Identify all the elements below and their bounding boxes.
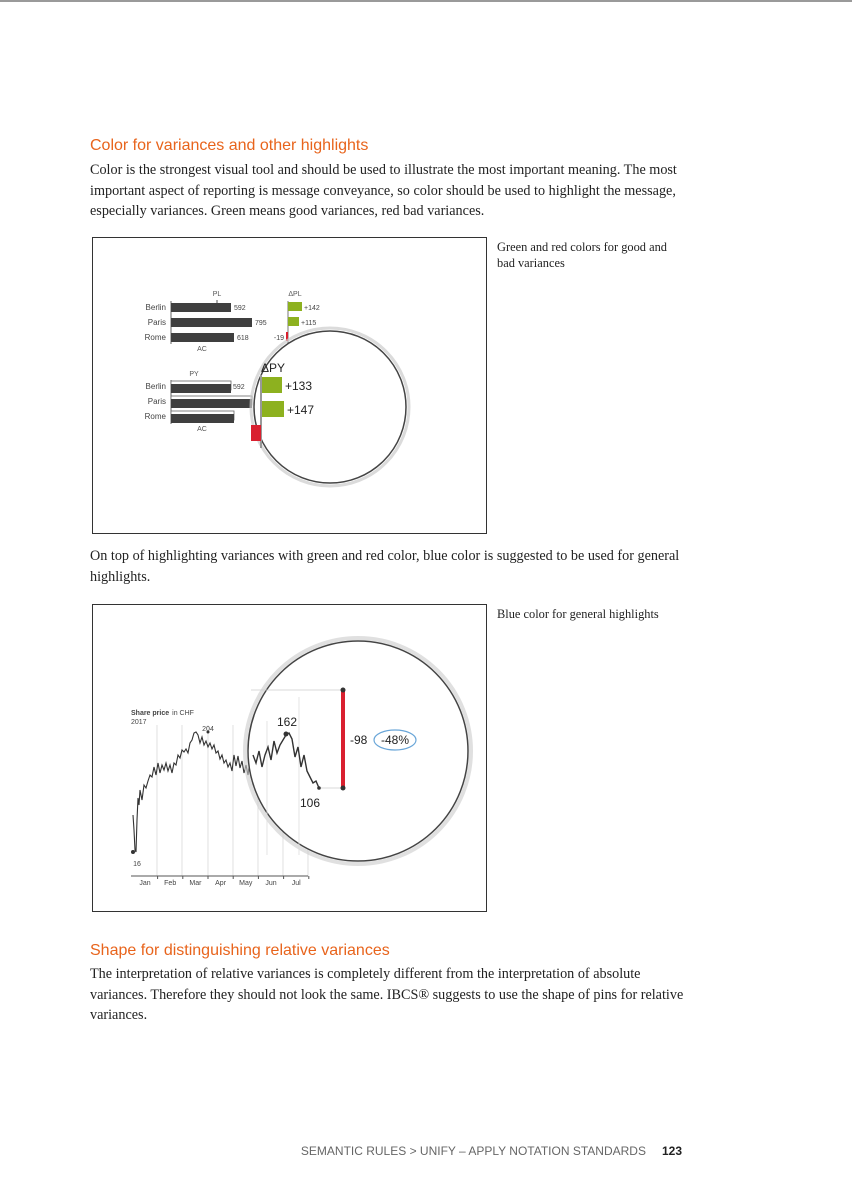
magnifier — [245, 638, 471, 864]
magnified-value: +133 — [285, 379, 313, 393]
page-number: 123 — [661, 1144, 682, 1158]
variance-label: +142 — [304, 305, 320, 312]
magnified-variance-bar-negative — [251, 425, 261, 441]
label-min: 16 — [133, 861, 141, 868]
value-label: 618 — [237, 335, 249, 342]
city-label: Berlin — [145, 382, 166, 391]
ac-label: AC — [197, 346, 207, 353]
chart-unit: in CHF — [172, 710, 194, 717]
variance-bar-paris — [288, 317, 299, 326]
magnified-variance-bar — [262, 401, 284, 417]
month-label: Jan — [139, 880, 151, 887]
paragraph-color: Color is the strongest visual tool and should be used to illustrate the most important meaning. The most important aspect of reporting is message conveyance, so color should be used to highlight the message, especially variances. Green means good variances, red bad variances. — [90, 162, 677, 219]
top-rule — [0, 0, 852, 2]
paragraph-shape: The interpretation of relative variances is completely different from the interpretation of absolute variances. Therefore they should not look the same. IBCS® suggests to use the shape of pins for relative variances. — [90, 966, 684, 1023]
bar-rome — [171, 333, 234, 342]
magnified-variance-bar — [262, 377, 282, 393]
city-label: Rome — [144, 333, 166, 342]
magnified-value: +147 — [287, 403, 315, 417]
share-price-chart — [93, 605, 486, 911]
chart-title: Share price — [131, 710, 170, 717]
variance-relative: -48% — [380, 733, 410, 747]
bar-rome — [171, 414, 234, 423]
figure-caption-blue: Blue color for general highlights — [497, 607, 659, 621]
figure-caption-variance: Green and red colors for good and bad variances — [497, 240, 667, 270]
month-label: Jun — [265, 880, 277, 887]
value-label: 592 — [233, 384, 245, 391]
bar-paris — [171, 399, 252, 408]
city-label: Paris — [147, 397, 166, 406]
running-title: SEMANTIC RULES > UNIFY – APPLY NOTATION STANDARDS — [300, 1144, 646, 1158]
bar-paris — [171, 318, 252, 327]
section-heading-color: Color for variances and other highlights — [90, 137, 369, 154]
variance-bar-berlin — [288, 302, 302, 311]
chart-year: 2017 — [131, 719, 147, 726]
city-label: Rome — [144, 412, 166, 421]
svg-text:Share pricein CHF — [131, 710, 194, 717]
month-label: May — [239, 880, 253, 887]
label-local-high: 162 — [276, 715, 298, 729]
variance-chart — [93, 238, 486, 533]
month-label: Apr — [215, 880, 227, 887]
month-label: Feb — [164, 880, 177, 887]
bar-berlin — [171, 303, 231, 312]
delta-pl-label: ΔPL — [288, 291, 302, 298]
figure-variance-colors — [92, 237, 487, 534]
pl-label: PL — [212, 291, 222, 298]
label-last: 106 — [299, 796, 321, 810]
py-label: PY — [189, 371, 199, 378]
figure-blue-highlight — [92, 604, 487, 912]
value-label: 592 — [234, 305, 246, 312]
section-heading-shape: Shape for distinguishing relative variances — [90, 942, 390, 959]
month-label: Jul — [291, 880, 301, 887]
city-label: Berlin — [145, 303, 166, 312]
month-label: Mar — [189, 880, 202, 887]
paragraph-blue: On top of highlighting variances with green and red color, blue color is suggested to be used for general highlights. — [90, 548, 680, 585]
value-label: 795 — [255, 320, 267, 327]
variance-label: -19 — [273, 335, 284, 342]
page-footer — [0, 1144, 682, 1158]
variance-label: +115 — [301, 320, 317, 327]
city-label: Paris — [147, 318, 166, 327]
label-peak: 204 — [202, 726, 214, 733]
magnifier-label: ΔPY — [261, 361, 286, 375]
magnifier — [251, 328, 409, 486]
ac-label: AC — [197, 426, 207, 433]
bar-berlin — [171, 384, 231, 393]
variance-absolute: -98 — [350, 733, 368, 747]
